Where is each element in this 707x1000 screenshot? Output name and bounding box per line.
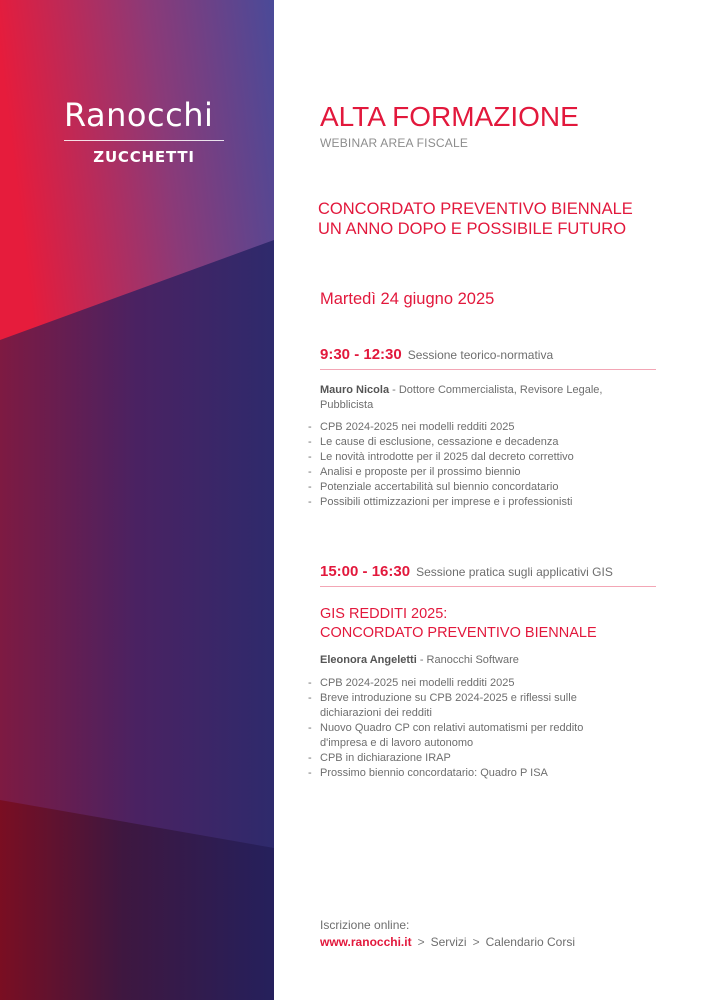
session-2-title-line-1: GIS REDDITI 2025: bbox=[320, 606, 448, 622]
breadcrumb bbox=[320, 935, 575, 949]
event-title-line-1: CONCORDATO PREVENTIVO BIENNALE bbox=[318, 200, 633, 218]
brand-logo bbox=[64, 95, 224, 166]
session-1-topics bbox=[308, 420, 648, 510]
page-title: ALTA FORMAZIONE bbox=[320, 101, 579, 132]
registration-label: Iscrizione online: bbox=[320, 918, 410, 932]
logo-divider bbox=[64, 140, 224, 141]
breadcrumb-separator-1: > bbox=[417, 935, 425, 949]
session-2-speaker bbox=[320, 653, 640, 668]
brand-wordmark: Ranocchi bbox=[64, 96, 214, 134]
session-2-description: Sessione pratica sugli applicativi GIS bbox=[416, 565, 613, 579]
list-item: - Potenziale accertabilità sul biennio concordatario bbox=[308, 480, 648, 495]
list-item: - Le novità introdotte per il 2025 dal decreto correttivo bbox=[308, 450, 648, 465]
list-item: - CPB in dichiarazione IRAP bbox=[308, 751, 608, 766]
event-title-line-2: UN ANNO DOPO E POSSIBILE FUTURO bbox=[318, 220, 627, 238]
session-2-speaker-role: - Ranocchi Software bbox=[416, 654, 519, 666]
page-subtitle: WEBINAR AREA FISCALE bbox=[320, 136, 469, 150]
list-item: - Possibili ottimizzazioni per imprese e i professionisti bbox=[308, 495, 648, 510]
session-1-header bbox=[320, 346, 656, 370]
list-item: - Breve introduzione su CPB 2024-2025 e riflessi sulle dichiarazioni dei redditi bbox=[308, 691, 608, 721]
breadcrumb-servizi[interactable]: Servizi bbox=[430, 935, 467, 949]
list-item: - Analisi e proposte per il prossimo biennio bbox=[308, 465, 648, 480]
breadcrumb-separator-2: > bbox=[472, 935, 480, 949]
session-2-time: 15:00 - 16:30 bbox=[320, 563, 411, 580]
session-1-speaker bbox=[320, 383, 640, 413]
website-link[interactable]: www.ranocchi.it bbox=[320, 935, 412, 949]
session-1-speaker-name: Mauro Nicola bbox=[320, 384, 390, 396]
list-item: - Nuovo Quadro CP con relativi automatismi per reddito d'impresa e di lavoro autonomo bbox=[308, 721, 608, 751]
session-2-title bbox=[320, 605, 597, 643]
session-1-time: 9:30 - 12:30 bbox=[320, 346, 402, 363]
list-item: - Prossimo biennio concordatario: Quadro P ISA bbox=[308, 766, 608, 781]
event-date: Martedì 24 giugno 2025 bbox=[320, 290, 495, 308]
session-2-topics bbox=[308, 676, 608, 781]
list-item: - Le cause di esclusione, cessazione e decadenza bbox=[308, 435, 648, 450]
breadcrumb-calendario-corsi[interactable]: Calendario Corsi bbox=[485, 935, 575, 949]
brand-panel bbox=[0, 0, 274, 1000]
session-1-description: Sessione teorico-normativa bbox=[407, 348, 554, 362]
brand-subname: ZUCCHETTI bbox=[93, 148, 195, 166]
session-2-header bbox=[320, 563, 656, 587]
list-item: - CPB 2024-2025 nei modelli redditi 2025 bbox=[308, 420, 648, 435]
event-title bbox=[318, 199, 633, 239]
session-2-speaker-name: Eleonora Angeletti bbox=[320, 654, 417, 666]
session-1-speaker-role: - Dottore Commercialista, Revisore Legale, Pubblicista bbox=[320, 384, 603, 411]
list-item: - CPB 2024-2025 nei modelli redditi 2025 bbox=[308, 676, 608, 691]
session-2-title-line-2: CONCORDATO PREVENTIVO BIENNALE bbox=[320, 625, 597, 641]
